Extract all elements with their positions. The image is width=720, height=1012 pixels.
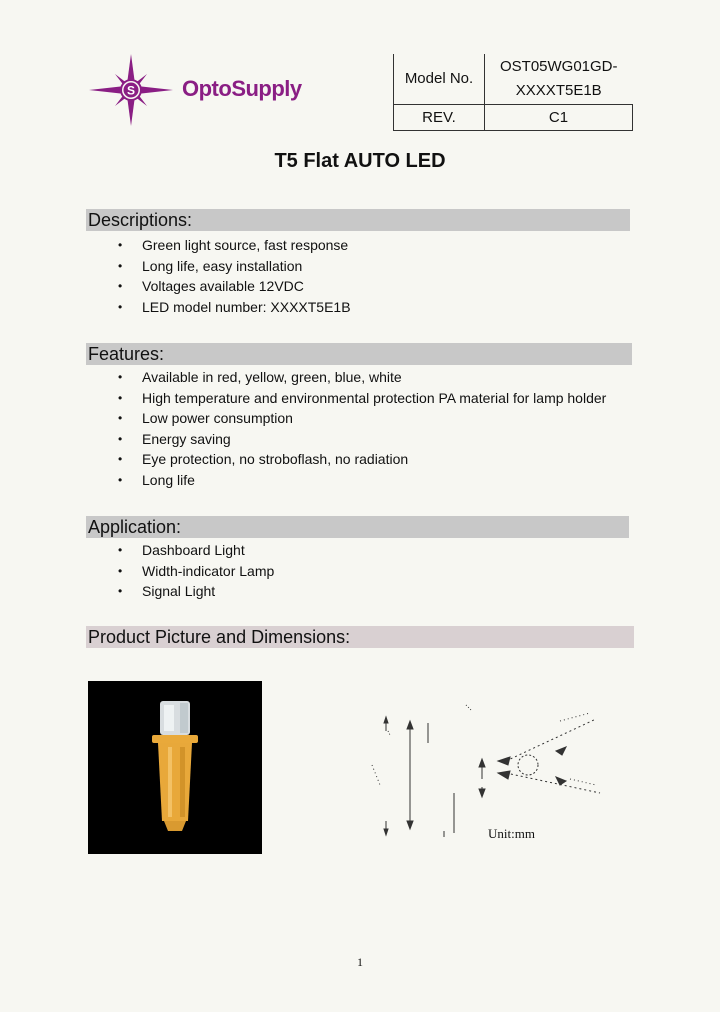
list-item: • High temperature and environmental protection PA material for lamp holder: [116, 388, 606, 409]
list-item: • Long life, easy installation: [116, 256, 351, 277]
list-item: • Available in red, yellow, green, blue, white: [116, 367, 606, 388]
descriptions-heading: Descriptions:: [86, 209, 630, 231]
list-item: • Long life: [116, 470, 606, 491]
list-item: • Low power consumption: [116, 408, 606, 429]
model-value-line2: XXXXT5E1B: [515, 81, 602, 99]
list-item: • Eye protection, no stroboflash, no radiation: [116, 449, 606, 470]
features-list: [116, 367, 606, 490]
model-value: [485, 54, 633, 104]
list-item: • Green light source, fast response: [116, 235, 351, 256]
star-logo-icon: [89, 54, 173, 126]
list-item: • Signal Light: [116, 581, 274, 602]
descriptions-list: [116, 235, 351, 317]
page-title: T5 Flat AUTO LED: [274, 150, 446, 172]
list-item: • Voltages available 12VDC: [116, 276, 351, 297]
unit-label: Unit:mm: [488, 826, 535, 841]
product-photo: [88, 681, 262, 854]
model-label: Model No.: [394, 54, 485, 104]
list-item: • Dashboard Light: [116, 540, 274, 561]
application-list: [116, 540, 274, 602]
model-info-table: [393, 54, 633, 131]
rev-label: REV.: [394, 104, 485, 130]
svg-text:S: S: [126, 83, 136, 98]
product-heading: Product Picture and Dimensions:: [86, 626, 634, 648]
model-value-line1: OST05WG01GD-: [499, 57, 618, 75]
list-item: • LED model number: XXXXT5E1B: [116, 297, 351, 318]
application-heading: Application:: [86, 516, 629, 538]
brand-name: OptoSupply: [182, 76, 302, 101]
dimension-drawing: [360, 695, 620, 845]
list-item: • Width-indicator Lamp: [116, 561, 274, 582]
rev-value: C1: [485, 104, 633, 130]
page-number: 1: [357, 955, 363, 969]
list-item: • Energy saving: [116, 429, 606, 450]
features-heading: Features:: [86, 343, 632, 365]
